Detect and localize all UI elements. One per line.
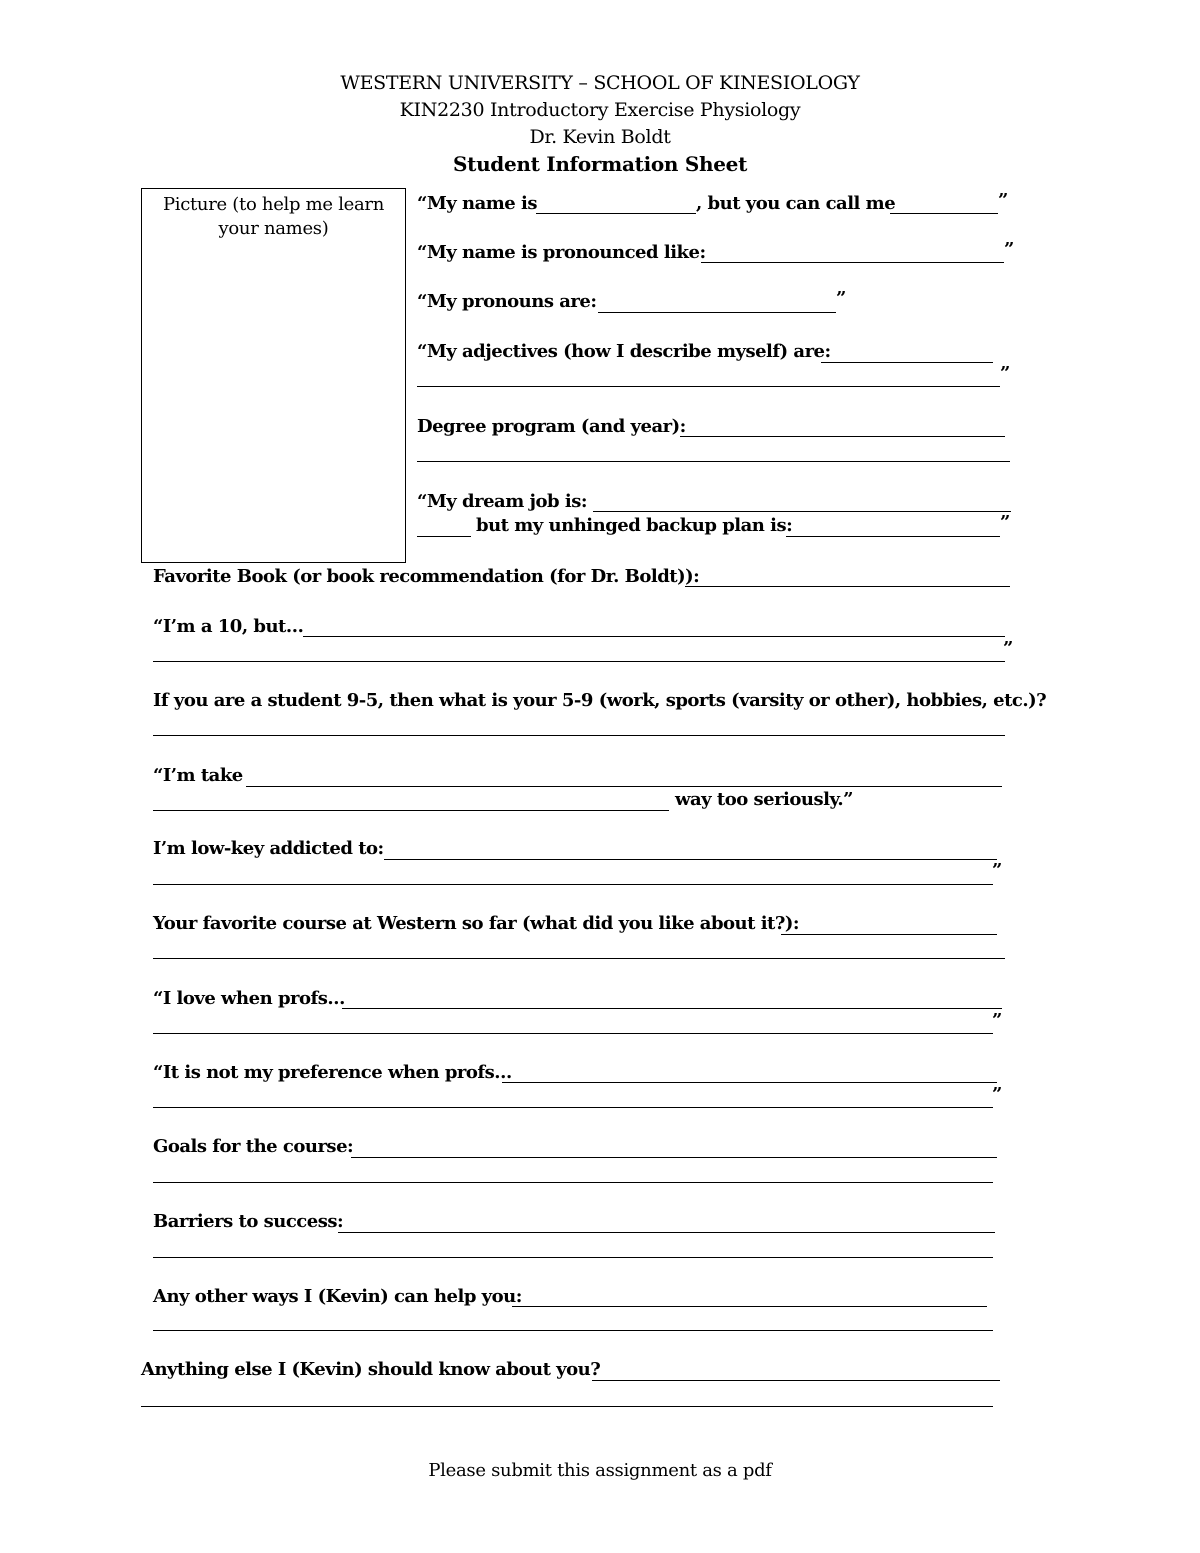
adjectives-blank-2[interactable] bbox=[417, 386, 1000, 387]
help-label: Any other ways I (Kevin) can help you: bbox=[153, 1286, 522, 1307]
five-to-nine-label: If you are a student 9-5, then what is your 5-9 (work, sports (varsity or other), hobbies, etc.)? bbox=[153, 690, 1047, 711]
goals-label: Goals for the course: bbox=[153, 1136, 354, 1157]
im-a-10-blank-2[interactable] bbox=[153, 661, 1005, 662]
footer-note: Please submit this assignment as a pdf bbox=[428, 1460, 772, 1481]
close-quote: ” bbox=[1004, 239, 1015, 260]
barriers-label: Barriers to success: bbox=[153, 1211, 344, 1232]
favorite-book-label: Favorite Book (or book recommendation (for Dr. Boldt)): bbox=[153, 566, 700, 587]
dream-job-blank[interactable] bbox=[593, 511, 1011, 512]
addicted-blank-1[interactable] bbox=[384, 859, 997, 860]
i-take-blank-2[interactable] bbox=[153, 810, 669, 811]
photo-box[interactable] bbox=[141, 188, 406, 563]
five-to-nine-blank[interactable] bbox=[153, 735, 1005, 736]
favorite-course-label: Your favorite course at Western so far (what did you like about it?): bbox=[153, 913, 800, 934]
instructor-heading: Dr. Kevin Boldt bbox=[529, 126, 671, 148]
adjectives-label: “My adjectives (how I describe myself) are: bbox=[417, 341, 831, 362]
close-quote: ” bbox=[992, 860, 1003, 881]
pronouns-blank[interactable] bbox=[598, 312, 836, 313]
backup-plan-label: but my unhinged backup plan is: bbox=[476, 515, 793, 536]
im-a-10-blank-1[interactable] bbox=[303, 636, 1005, 637]
close-quote: ” bbox=[1000, 363, 1011, 384]
goals-blank-1[interactable] bbox=[351, 1157, 997, 1158]
barriers-blank-2[interactable] bbox=[153, 1257, 993, 1258]
dream-job-blank-2[interactable] bbox=[417, 536, 471, 537]
anything-else-blank-2[interactable] bbox=[141, 1406, 993, 1407]
addicted-blank-2[interactable] bbox=[153, 884, 993, 885]
help-blank-2[interactable] bbox=[153, 1330, 993, 1331]
i-take-blank-1[interactable] bbox=[246, 786, 1002, 787]
favorite-book-blank[interactable] bbox=[685, 586, 1010, 587]
anything-else-blank-1[interactable] bbox=[592, 1380, 1000, 1381]
call-me-label: , but you can call me bbox=[696, 193, 896, 214]
help-blank-1[interactable] bbox=[512, 1306, 987, 1307]
nickname-blank[interactable] bbox=[890, 213, 998, 214]
pronounced-blank[interactable] bbox=[701, 262, 1004, 263]
favorite-course-blank-2[interactable] bbox=[153, 958, 1005, 959]
love-profs-blank-2[interactable] bbox=[153, 1033, 993, 1034]
close-quote: ” bbox=[1000, 512, 1011, 533]
addicted-label: I’m low-key addicted to: bbox=[153, 838, 384, 859]
not-preference-label: “It is not my preference when profs… bbox=[153, 1062, 512, 1083]
pronounced-label: “My name is pronounced like: bbox=[417, 242, 706, 263]
degree-label: Degree program (and year): bbox=[417, 416, 686, 437]
favorite-course-blank-1[interactable] bbox=[781, 934, 997, 935]
close-quote: ” bbox=[836, 288, 847, 309]
document-title: Student Information Sheet bbox=[452, 152, 748, 176]
name-label: “My name is bbox=[417, 193, 537, 214]
i-take-label: “I’m take bbox=[153, 765, 243, 786]
degree-blank-2[interactable] bbox=[417, 461, 1010, 462]
close-quote: ” bbox=[992, 1010, 1003, 1031]
too-seriously-label: way too seriously.” bbox=[675, 789, 853, 810]
goals-blank-2[interactable] bbox=[153, 1182, 993, 1183]
not-preference-blank-1[interactable] bbox=[502, 1082, 997, 1083]
pronouns-label: “My pronouns are: bbox=[417, 291, 597, 312]
love-profs-blank-1[interactable] bbox=[342, 1008, 1002, 1009]
close-quote: ” bbox=[992, 1084, 1003, 1105]
backup-plan-blank[interactable] bbox=[786, 536, 1000, 537]
love-profs-label: “I love when profs… bbox=[153, 988, 345, 1009]
close-quote: ” bbox=[1003, 638, 1014, 659]
course-heading: KIN2230 Introductory Exercise Physiology bbox=[399, 99, 801, 121]
im-a-10-label: “I’m a 10, but… bbox=[153, 616, 304, 637]
photo-caption: Picture (to help me learn your names) bbox=[162, 194, 385, 239]
university-heading: WESTERN UNIVERSITY – SCHOOL OF KINESIOLOGY bbox=[340, 72, 860, 94]
adjectives-blank-1[interactable] bbox=[821, 362, 993, 363]
close-quote: ” bbox=[998, 190, 1009, 211]
dream-job-label: “My dream job is: bbox=[417, 491, 587, 512]
degree-blank-1[interactable] bbox=[680, 436, 1005, 437]
name-blank[interactable] bbox=[536, 213, 696, 214]
anything-else-label: Anything else I (Kevin) should know about you? bbox=[141, 1359, 601, 1380]
barriers-blank-1[interactable] bbox=[338, 1232, 995, 1233]
not-preference-blank-2[interactable] bbox=[153, 1107, 993, 1108]
